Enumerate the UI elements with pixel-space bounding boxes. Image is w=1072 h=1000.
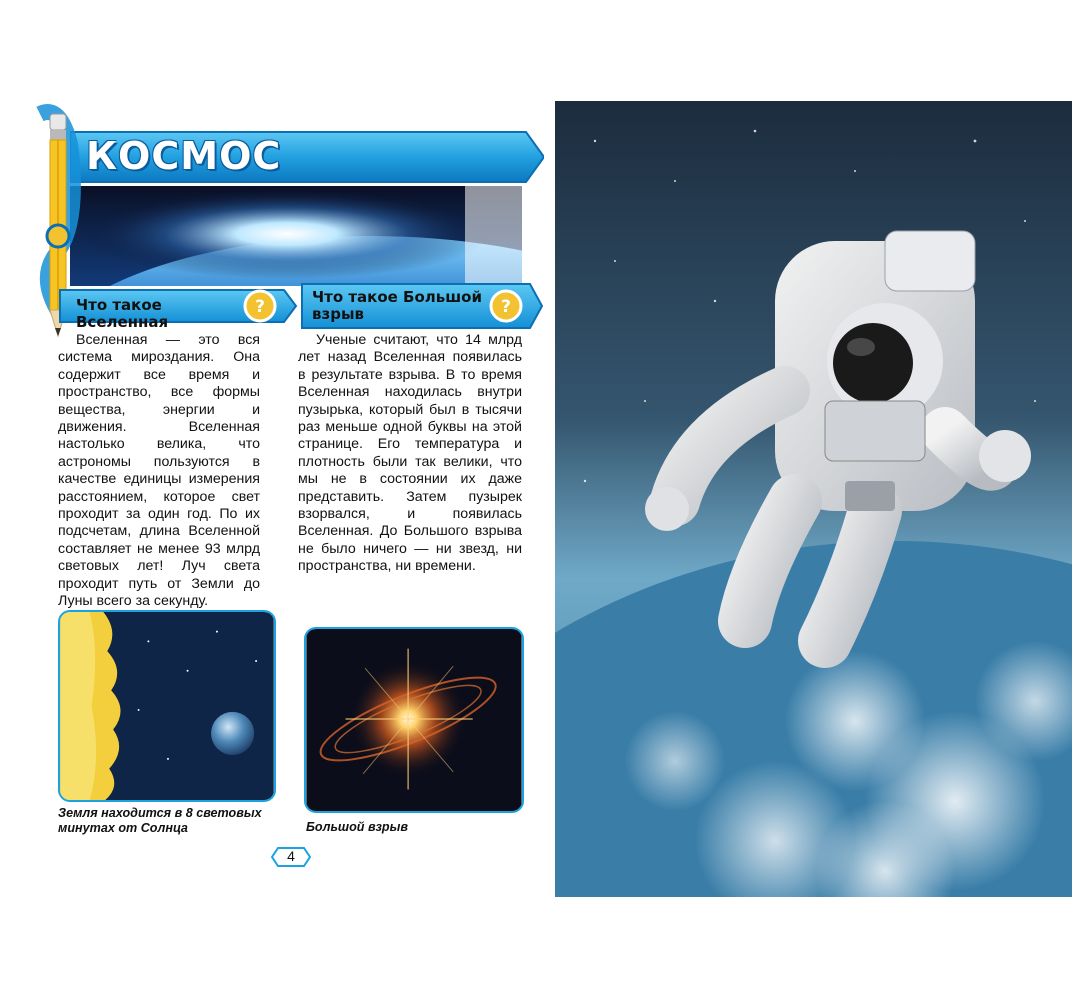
svg-text:?: ? xyxy=(501,297,511,317)
astronaut-photo xyxy=(555,101,1072,897)
section-body-text: Вселенная — это вся система мироздания. Она содержит все время и пространство, все формы вещества, энергии и движения. Вселенная настолько велика, что астрономы пользуются в качестве единицы измерения расстоянием, которое свет проходит за один год. По их подсчетам, длина Вселенной составляет не менее 93 млрд световых лет! Луч света проходит путь от Земли до Луны всего за секунду. xyxy=(58,332,260,610)
page-number: 4 xyxy=(287,848,295,864)
svg-text:?: ? xyxy=(255,297,265,317)
section-heading: Что такое Большой взрыв xyxy=(312,288,482,323)
figure-caption: Большой взрыв xyxy=(306,820,408,834)
page-title: КОСМОС xyxy=(86,134,282,178)
space-banner-image xyxy=(70,186,522,286)
section-body-text: Ученые считают, что 14 млрд лет назад Вселенная появилась в результате взрыва. В то время Вселенная находилась внутри пузырька, который был в тысячи раз меньше одной буквы на этой странице. Его температура и плотность были так велики, что мы не в состоянии их даже представить. Затем пузырек взорвался, и появилась Вселенная. До Большого взрыва не было ничего — ни звезд, ни пространства, ни времени. xyxy=(298,332,522,575)
sun-earth-illustration xyxy=(58,610,276,802)
big-bang-illustration xyxy=(304,627,524,813)
section-heading: Что такое Вселенная xyxy=(76,296,169,331)
figure-caption: Земля находится в 8 световых минутах от Солнца xyxy=(58,806,262,835)
